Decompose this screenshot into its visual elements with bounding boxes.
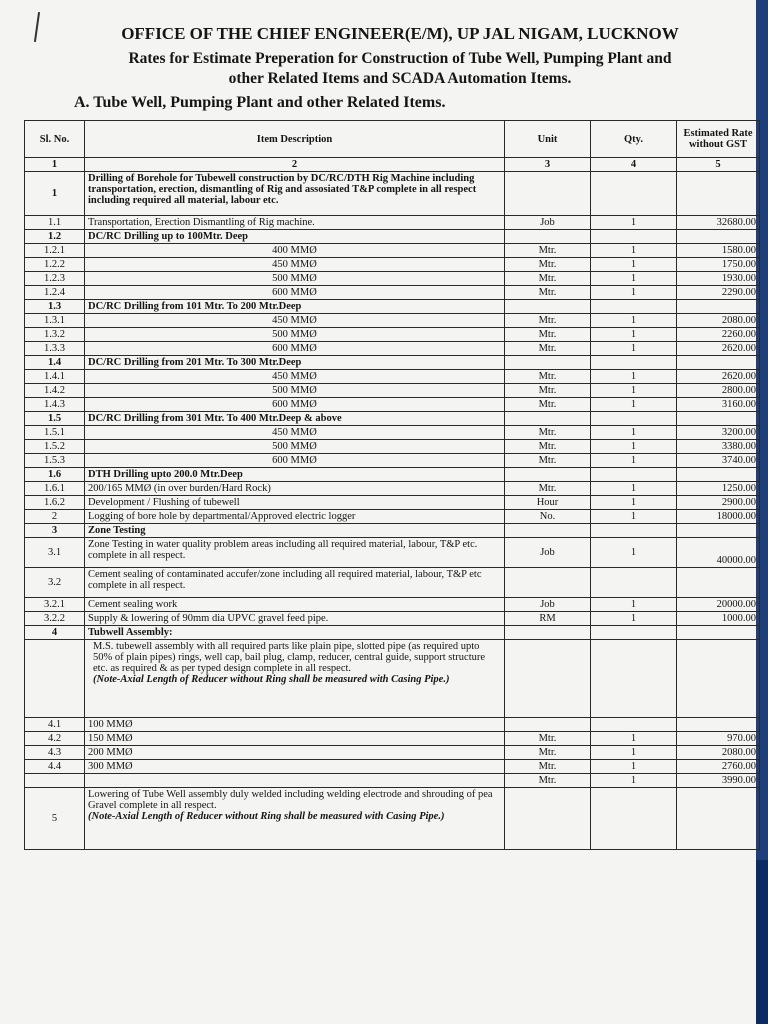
row-rate-cell: 2900.00 — [677, 496, 760, 510]
col-header-sl: Sl. No. — [25, 121, 85, 158]
row-qty-cell: 1 — [591, 774, 677, 788]
row-sl-cell: 4 — [25, 626, 85, 640]
row-unit-cell: Mtr. — [505, 774, 591, 788]
table-row — [25, 746, 760, 760]
col-num-desc: 2 — [85, 158, 505, 172]
row-sl-cell: 1.5.1 — [25, 426, 85, 440]
table-row — [25, 640, 760, 718]
row-qty-cell — [591, 568, 677, 598]
row-rate-cell: 2260.00 — [677, 328, 760, 342]
row-qty-cell: 1 — [591, 454, 677, 468]
document-title-line2: other Related Items and SCADA Automation Items. — [228, 70, 572, 87]
row-unit-cell: Mtr. — [505, 286, 591, 300]
row-desc-cell — [85, 718, 505, 732]
table-numbering-row — [25, 158, 760, 172]
table-row — [25, 510, 760, 524]
table-row — [25, 568, 760, 598]
item-description: 600 MMØ — [272, 455, 317, 466]
col-header-desc: Item Description — [85, 121, 505, 158]
item-description: Transportation, Erection Dismantling of Rig machine. — [88, 217, 315, 228]
item-description: 500 MMØ — [272, 385, 317, 396]
row-qty-cell: 1 — [591, 258, 677, 272]
row-unit-cell: Mtr. — [505, 272, 591, 286]
row-rate-cell — [677, 718, 760, 732]
row-qty-cell: 1 — [591, 314, 677, 328]
row-unit-cell: Mtr. — [505, 732, 591, 746]
row-desc-cell — [85, 538, 505, 568]
item-description: 450 MMØ — [272, 427, 317, 438]
row-unit-cell: Mtr. — [505, 314, 591, 328]
item-description: Cement sealing work — [88, 599, 178, 610]
row-qty-cell: 1 — [591, 746, 677, 760]
col-header-rate: Estimated Rate without GST — [677, 121, 760, 158]
row-unit-cell — [505, 230, 591, 244]
table-row — [25, 774, 760, 788]
row-desc-cell — [85, 244, 505, 258]
table-row — [25, 760, 760, 774]
table-row — [25, 172, 760, 216]
col-header-unit: Unit — [505, 121, 591, 158]
row-desc-cell — [85, 454, 505, 468]
row-desc-cell — [85, 496, 505, 510]
row-desc-cell — [85, 568, 505, 598]
row-desc-cell — [85, 732, 505, 746]
row-qty-cell: 1 — [591, 216, 677, 230]
row-sl-cell — [25, 640, 85, 718]
col-num-unit: 3 — [505, 158, 591, 172]
row-rate-cell: 1000.00 — [677, 612, 760, 626]
scan-edge-dark — [756, 860, 768, 1024]
row-desc-cell — [85, 230, 505, 244]
row-rate-cell — [677, 568, 760, 598]
table-row — [25, 468, 760, 482]
table-row — [25, 300, 760, 314]
row-desc-cell — [85, 412, 505, 426]
row-rate-cell: 2620.00 — [677, 342, 760, 356]
item-description: 200/165 MMØ (in over burden/Hard Rock) — [88, 483, 271, 494]
row-qty-cell — [591, 524, 677, 538]
item-description: 500 MMØ — [272, 329, 317, 340]
row-rate-cell — [677, 356, 760, 370]
row-desc-cell — [85, 510, 505, 524]
item-description: Zone Testing — [88, 525, 146, 536]
table-row — [25, 398, 760, 412]
row-rate-cell: 1580.00 — [677, 244, 760, 258]
table-row — [25, 370, 760, 384]
row-rate-cell: 3160.00 — [677, 398, 760, 412]
row-unit-cell: Mtr. — [505, 398, 591, 412]
table-row — [25, 328, 760, 342]
row-desc-cell — [85, 356, 505, 370]
item-description: DC/RC Drilling from 101 Mtr. To 200 Mtr.Deep — [88, 301, 302, 312]
row-desc-cell — [85, 524, 505, 538]
row-unit-cell: Mtr. — [505, 258, 591, 272]
item-description: 500 MMØ — [272, 273, 317, 284]
row-sl-cell — [25, 774, 85, 788]
row-sl-cell: 1.5.2 — [25, 440, 85, 454]
row-rate-cell — [677, 640, 760, 718]
row-desc-cell — [85, 286, 505, 300]
table-row — [25, 272, 760, 286]
row-rate-cell: 1930.00 — [677, 272, 760, 286]
row-sl-cell: 1.2 — [25, 230, 85, 244]
item-description: Cement sealing of contaminated accufer/zone including all required material, labour, T&P etc complete in all respect. — [88, 569, 482, 591]
row-rate-cell: 2290.00 — [677, 286, 760, 300]
row-qty-cell: 1 — [591, 598, 677, 612]
table-row — [25, 426, 760, 440]
row-sl-cell: 3 — [25, 524, 85, 538]
row-unit-cell: Job — [505, 598, 591, 612]
item-description: Development / Flushing of tubewell — [88, 497, 240, 508]
row-sl-cell: 1.3.2 — [25, 328, 85, 342]
row-desc-cell — [85, 314, 505, 328]
row-qty-cell: 1 — [591, 510, 677, 524]
row-qty-cell: 1 — [591, 440, 677, 454]
row-qty-cell: 1 — [591, 244, 677, 258]
row-sl-cell: 1.6.1 — [25, 482, 85, 496]
row-desc-cell — [85, 426, 505, 440]
row-sl-cell: 1 — [25, 172, 85, 216]
row-sl-cell: 4.2 — [25, 732, 85, 746]
table-row — [25, 286, 760, 300]
table-row — [25, 314, 760, 328]
row-desc-cell — [85, 370, 505, 384]
row-unit-cell: Mtr. — [505, 370, 591, 384]
row-sl-cell: 1.6 — [25, 468, 85, 482]
row-sl-cell: 4.1 — [25, 718, 85, 732]
row-qty-cell: 1 — [591, 384, 677, 398]
row-sl-cell: 5 — [25, 788, 85, 850]
row-desc-cell — [85, 300, 505, 314]
item-description: 150 MMØ — [88, 733, 133, 744]
row-unit-cell: Job — [505, 216, 591, 230]
row-sl-cell: 1.4.1 — [25, 370, 85, 384]
table-row — [25, 258, 760, 272]
row-unit-cell: Mtr. — [505, 342, 591, 356]
row-sl-cell: 2 — [25, 510, 85, 524]
col-num-qty: 4 — [591, 158, 677, 172]
item-description: 100 MMØ — [88, 719, 133, 730]
row-unit-cell — [505, 788, 591, 850]
table-row — [25, 788, 760, 850]
row-rate-cell: 2080.00 — [677, 746, 760, 760]
row-unit-cell — [505, 626, 591, 640]
table-row — [25, 230, 760, 244]
table-row — [25, 496, 760, 510]
item-description: DC/RC Drilling from 301 Mtr. To 400 Mtr.Deep & above — [88, 413, 342, 424]
table-row — [25, 454, 760, 468]
row-desc-cell — [85, 774, 505, 788]
row-sl-cell: 1.5.3 — [25, 454, 85, 468]
row-rate-cell — [677, 412, 760, 426]
row-rate-cell: 32680.00 — [677, 216, 760, 230]
row-unit-cell — [505, 718, 591, 732]
item-description: Logging of bore hole by departmental/Approved electric logger — [88, 511, 356, 522]
office-title: OFFICE OF THE CHIEF ENGINEER(E/M), UP JAL NIGAM, LUCKNOW — [121, 24, 679, 43]
row-qty-cell: 1 — [591, 732, 677, 746]
item-description: DTH Drilling upto 200.0 Mtr.Deep — [88, 469, 243, 480]
item-description: Supply & lowering of 90mm dia UPVC gravel feed pipe. — [88, 613, 329, 624]
row-desc-cell — [85, 468, 505, 482]
row-desc-cell — [85, 398, 505, 412]
row-qty-cell: 1 — [591, 370, 677, 384]
row-rate-cell — [677, 172, 760, 216]
table-row — [25, 412, 760, 426]
row-rate-cell — [677, 524, 760, 538]
table-row — [25, 216, 760, 230]
row-desc-cell — [85, 598, 505, 612]
item-description: 600 MMØ — [272, 287, 317, 298]
row-desc-cell — [85, 172, 505, 216]
row-sl-cell: 4.3 — [25, 746, 85, 760]
row-sl-cell: 1.4.2 — [25, 384, 85, 398]
table-row — [25, 440, 760, 454]
row-unit-cell — [505, 412, 591, 426]
row-qty-cell: 1 — [591, 286, 677, 300]
row-rate-cell — [677, 300, 760, 314]
row-rate-cell: 2760.00 — [677, 760, 760, 774]
row-qty-cell: 1 — [591, 496, 677, 510]
table-header-row — [25, 121, 760, 158]
item-description: 500 MMØ — [272, 441, 317, 452]
item-description: 300 MMØ — [88, 761, 133, 772]
table-row — [25, 538, 760, 568]
row-unit-cell — [505, 524, 591, 538]
table-row — [25, 524, 760, 538]
row-rate-cell: 40000.00 — [677, 538, 760, 568]
row-desc-cell — [85, 440, 505, 454]
table-row — [25, 356, 760, 370]
row-rate-cell: 970.00 — [677, 732, 760, 746]
row-desc-cell — [85, 640, 505, 718]
row-qty-cell: 1 — [591, 612, 677, 626]
row-sl-cell: 1.1 — [25, 216, 85, 230]
item-description: DC/RC Drilling from 201 Mtr. To 300 Mtr.Deep — [88, 357, 302, 368]
row-sl-cell: 1.2.4 — [25, 286, 85, 300]
item-description: 450 MMØ — [272, 371, 317, 382]
item-description: M.S. tubewell assembly with all required parts like plain pipe, slotted pipe (as required upto 50% of plain pipes) rings, well cap, bail plug, clamp, reducer, central guide, support structure etc. as required & as per typed design complete in all respect. — [93, 641, 486, 674]
row-unit-cell: Mtr. — [505, 440, 591, 454]
item-description: 600 MMØ — [272, 399, 317, 410]
row-rate-cell: 3990.00 — [677, 774, 760, 788]
item-description: Tubwell Assembly: — [88, 627, 173, 638]
row-qty-cell — [591, 640, 677, 718]
section-heading: A. Tube Well, Pumping Plant and other Related Items. — [74, 94, 446, 111]
row-desc-cell — [85, 216, 505, 230]
row-unit-cell — [505, 356, 591, 370]
row-qty-cell — [591, 718, 677, 732]
table-row — [25, 612, 760, 626]
item-note: (Note-Axial Length of Reducer without Ring shall be measured with Casing Pipe.) — [88, 811, 445, 822]
table-row — [25, 626, 760, 640]
row-qty-cell: 1 — [591, 538, 677, 568]
row-unit-cell: Job — [505, 538, 591, 568]
row-qty-cell: 1 — [591, 426, 677, 440]
row-desc-cell — [85, 342, 505, 356]
row-sl-cell: 1.3.3 — [25, 342, 85, 356]
row-unit-cell: RM — [505, 612, 591, 626]
row-qty-cell: 1 — [591, 342, 677, 356]
row-desc-cell — [85, 384, 505, 398]
row-rate-cell — [677, 468, 760, 482]
table-row — [25, 732, 760, 746]
row-desc-cell — [85, 272, 505, 286]
row-sl-cell: 1.4.3 — [25, 398, 85, 412]
row-rate-cell: 1750.00 — [677, 258, 760, 272]
item-description: Drilling of Borehole for Tubewell construction by DC/RC/DTH Rig Machine including transportation, erection, dismantling of Rig and assosiated T&P complete in all respect including required all material, labour etc. — [88, 173, 477, 206]
col-num-rate: 5 — [677, 158, 760, 172]
table-row — [25, 482, 760, 496]
row-unit-cell — [505, 300, 591, 314]
row-unit-cell: Mtr. — [505, 746, 591, 760]
row-sl-cell: 1.5 — [25, 412, 85, 426]
row-qty-cell: 1 — [591, 482, 677, 496]
row-qty-cell — [591, 300, 677, 314]
row-rate-cell: 2080.00 — [677, 314, 760, 328]
col-header-qty: Qty. — [591, 121, 677, 158]
row-unit-cell: Mtr. — [505, 454, 591, 468]
row-sl-cell: 1.2.2 — [25, 258, 85, 272]
row-sl-cell: 3.1 — [25, 538, 85, 568]
item-description: DC/RC Drilling up to 100Mtr. Deep — [88, 231, 249, 242]
document-title-line1: Rates for Estimate Preperation for Construction of Tube Well, Pumping Plant and — [128, 50, 672, 67]
row-unit-cell — [505, 468, 591, 482]
row-rate-cell: 2620.00 — [677, 370, 760, 384]
row-desc-cell — [85, 328, 505, 342]
item-description: Zone Testing in water quality problem areas including all required material, labour, T&P etc. complete in all respect. — [88, 539, 478, 561]
row-unit-cell — [505, 172, 591, 216]
row-sl-cell: 1.3 — [25, 300, 85, 314]
row-rate-cell: 2800.00 — [677, 384, 760, 398]
table-row — [25, 384, 760, 398]
row-rate-cell: 3740.00 — [677, 454, 760, 468]
row-unit-cell: Mtr. — [505, 328, 591, 342]
row-unit-cell — [505, 640, 591, 718]
row-sl-cell: 3.2.1 — [25, 598, 85, 612]
table-row — [25, 342, 760, 356]
row-rate-cell: 18000.00 — [677, 510, 760, 524]
row-rate-cell — [677, 626, 760, 640]
row-unit-cell: Hour — [505, 496, 591, 510]
row-qty-cell — [591, 626, 677, 640]
row-qty-cell: 1 — [591, 398, 677, 412]
row-rate-cell — [677, 230, 760, 244]
item-description: 200 MMØ — [88, 747, 133, 758]
row-sl-cell: 4.4 — [25, 760, 85, 774]
item-note: (Note-Axial Length of Reducer without Ring shall be measured with Casing Pipe.) — [93, 674, 450, 685]
row-qty-cell: 1 — [591, 328, 677, 342]
row-qty-cell — [591, 230, 677, 244]
row-qty-cell — [591, 468, 677, 482]
row-desc-cell — [85, 482, 505, 496]
row-desc-cell — [85, 760, 505, 774]
row-desc-cell — [85, 746, 505, 760]
row-unit-cell: Mtr. — [505, 384, 591, 398]
row-qty-cell — [591, 356, 677, 370]
row-desc-cell — [85, 788, 505, 850]
row-sl-cell: 1.6.2 — [25, 496, 85, 510]
item-description: 450 MMØ — [272, 315, 317, 326]
row-sl-cell: 1.2.1 — [25, 244, 85, 258]
table-row — [25, 718, 760, 732]
row-unit-cell: Mtr. — [505, 760, 591, 774]
item-description: Lowering of Tube Well assembly duly welded including welding electrode and shrouding of pea Gravel complete in all respect. — [88, 789, 493, 811]
row-unit-cell: Mtr. — [505, 426, 591, 440]
row-sl-cell: 3.2.2 — [25, 612, 85, 626]
rates-table — [24, 120, 760, 850]
row-sl-cell: 1.2.3 — [25, 272, 85, 286]
row-qty-cell: 1 — [591, 272, 677, 286]
row-desc-cell — [85, 258, 505, 272]
row-rate-cell: 3200.00 — [677, 426, 760, 440]
row-sl-cell: 3.2 — [25, 568, 85, 598]
row-desc-cell — [85, 612, 505, 626]
row-unit-cell: No. — [505, 510, 591, 524]
row-unit-cell — [505, 568, 591, 598]
row-sl-cell: 1.4 — [25, 356, 85, 370]
table-row — [25, 244, 760, 258]
row-qty-cell — [591, 412, 677, 426]
row-qty-cell: 1 — [591, 760, 677, 774]
row-unit-cell: Mtr. — [505, 244, 591, 258]
row-qty-cell — [591, 172, 677, 216]
item-description: 400 MMØ — [272, 245, 317, 256]
table-row — [25, 598, 760, 612]
col-num-sl: 1 — [25, 158, 85, 172]
row-unit-cell: Mtr. — [505, 482, 591, 496]
row-rate-cell: 1250.00 — [677, 482, 760, 496]
row-qty-cell — [591, 788, 677, 850]
item-description: 450 MMØ — [272, 259, 317, 270]
item-description: 600 MMØ — [272, 343, 317, 354]
row-desc-cell — [85, 626, 505, 640]
row-rate-cell: 3380.00 — [677, 440, 760, 454]
row-rate-cell — [677, 788, 760, 850]
row-rate-cell: 20000.00 — [677, 598, 760, 612]
row-sl-cell: 1.3.1 — [25, 314, 85, 328]
